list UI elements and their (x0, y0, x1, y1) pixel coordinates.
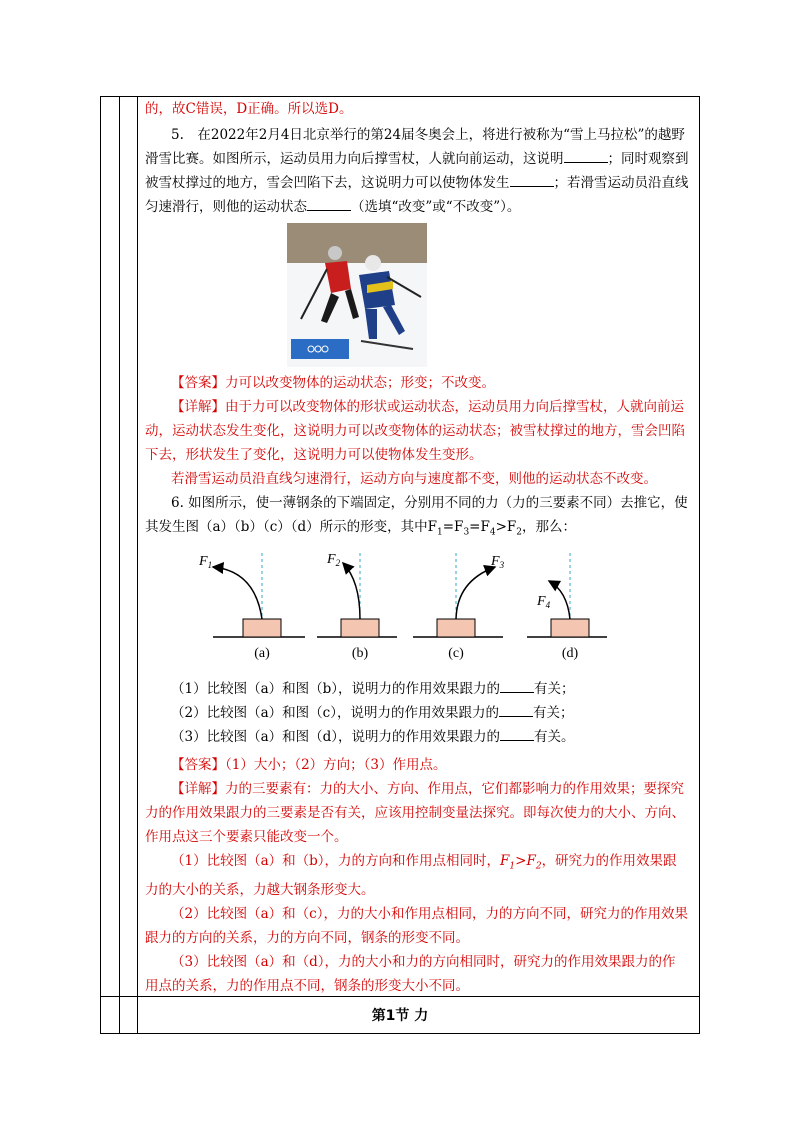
q6-detail-4: （3）比较图（a）和（d），力的大小和力的方向相同时，研究力的作用效果跟力的作用点的关系，力的作用点不同，钢条的形变大小不同。 (145, 954, 676, 995)
question-6: 6. 如图所示，使一薄钢条的下端固定，分别用不同的力（力的三要素不同）去推它，使其发生图（a）（b）（c）（d）所示的形变，其中$F_1=F_3=F_4>F_2$，那么： (145, 495, 688, 538)
answer-blank (510, 186, 554, 187)
panel-label: (c) (448, 645, 464, 661)
svg-text:F3: $F_3$ (491, 553, 505, 570)
prev-answer-tail: 的，故C错误，D正确。所以选D。 (145, 101, 353, 117)
q6-detail-2: （1）比较图（a）和（b），力的方向和作用点相同时，$F_1>F_2$，研究力的作用效果跟力的大小的关系，力越大钢条形变大。 (145, 852, 677, 899)
q6-item-3: （3）比较图（a）和图（d），说明力的作用效果跟力的 有关。 (171, 728, 575, 745)
answer-blank (499, 716, 533, 717)
q5-detail-2: 若滑雪运动员沿直线匀速滑行，运动方向与速度都不变，则他的运动状态不改变。 (171, 471, 657, 487)
q5-answer: 【答案】力可以改变物体的运动状态；形变；不改变。 (171, 375, 495, 391)
svg-text:F2: $F_2$ (327, 551, 341, 568)
base-block (341, 619, 379, 637)
answer-blank (564, 162, 608, 163)
q6-item-1: （1）比较图（a）和图（b），说明力的作用效果跟力的 有关； (171, 680, 575, 697)
skiing-photo-area (145, 219, 689, 371)
section-title: 第1节 力 (371, 1008, 429, 1024)
q6-answer: 【答案】（1）大小；（2）方向；（3）作用点。 (171, 756, 447, 773)
answer-blank (500, 692, 534, 693)
svg-text:F4: $F_4$ (537, 593, 551, 610)
q6-item-2: （2）比较图（a）和图（c），说明力的作用效果跟力的 有关； (171, 704, 574, 721)
base-block (243, 619, 281, 637)
steel-strip-diagram (145, 551, 689, 671)
lesson-table (100, 96, 700, 1034)
table-divider (137, 97, 138, 1033)
svg-text:F1: $F_1$ (199, 553, 213, 570)
q6-detail: 【详解】力的三要素有：力的大小、方向、作用点，它们都影响力的作用效果；要探究力的作用效果跟力的三要素是否有关，应该用控制变量法探究。即每次使力的大小、方向、作用点这三个要素只能改变一个。 (145, 780, 685, 845)
content-cell (145, 97, 689, 998)
base-block (437, 619, 475, 637)
answer-blank (307, 210, 351, 211)
q5-detail: 【详解】由于力可以改变物体的形状或运动状态，运动员用力向后撑雪杖，人就向前运动，运动状态发生变化，这说明力可以改变物体的运动状态；被雪杖撑过的地方，雪会凹陷下去，形状发生了变化，这说明力可以使物体发生变形。 (145, 399, 685, 463)
answer-blank (500, 740, 534, 741)
table-divider (119, 97, 120, 1033)
panel-label: (d) (561, 645, 579, 661)
q6-detail-3: （2）比较图（a）和（c），力的大小和作用点相同，力的方向不同，研究力的作用效果跟力的方向的关系，力的方向不同，钢条的形变不同。 (145, 906, 688, 947)
skiing-photo (287, 223, 427, 367)
panel-label: (a) (254, 645, 270, 661)
question-5: 5. 在2022年2月4日北京举行的第24届冬奥会上，将进行被称为“雪上马拉松”的越野滑雪比赛。如图所示，运动员用力向后撑雪杖，人就向前运动，这说明 ；同时观察到被雪杖撑过的地方，雪会凹陷下去，这说明力可以使物体发生 ；若滑雪运动员沿直线匀速滑行，则他的运动状态 （选填“改变”或“不改变”）。 (145, 127, 689, 215)
base-block (551, 619, 589, 637)
panel-label: (b) (351, 645, 369, 661)
